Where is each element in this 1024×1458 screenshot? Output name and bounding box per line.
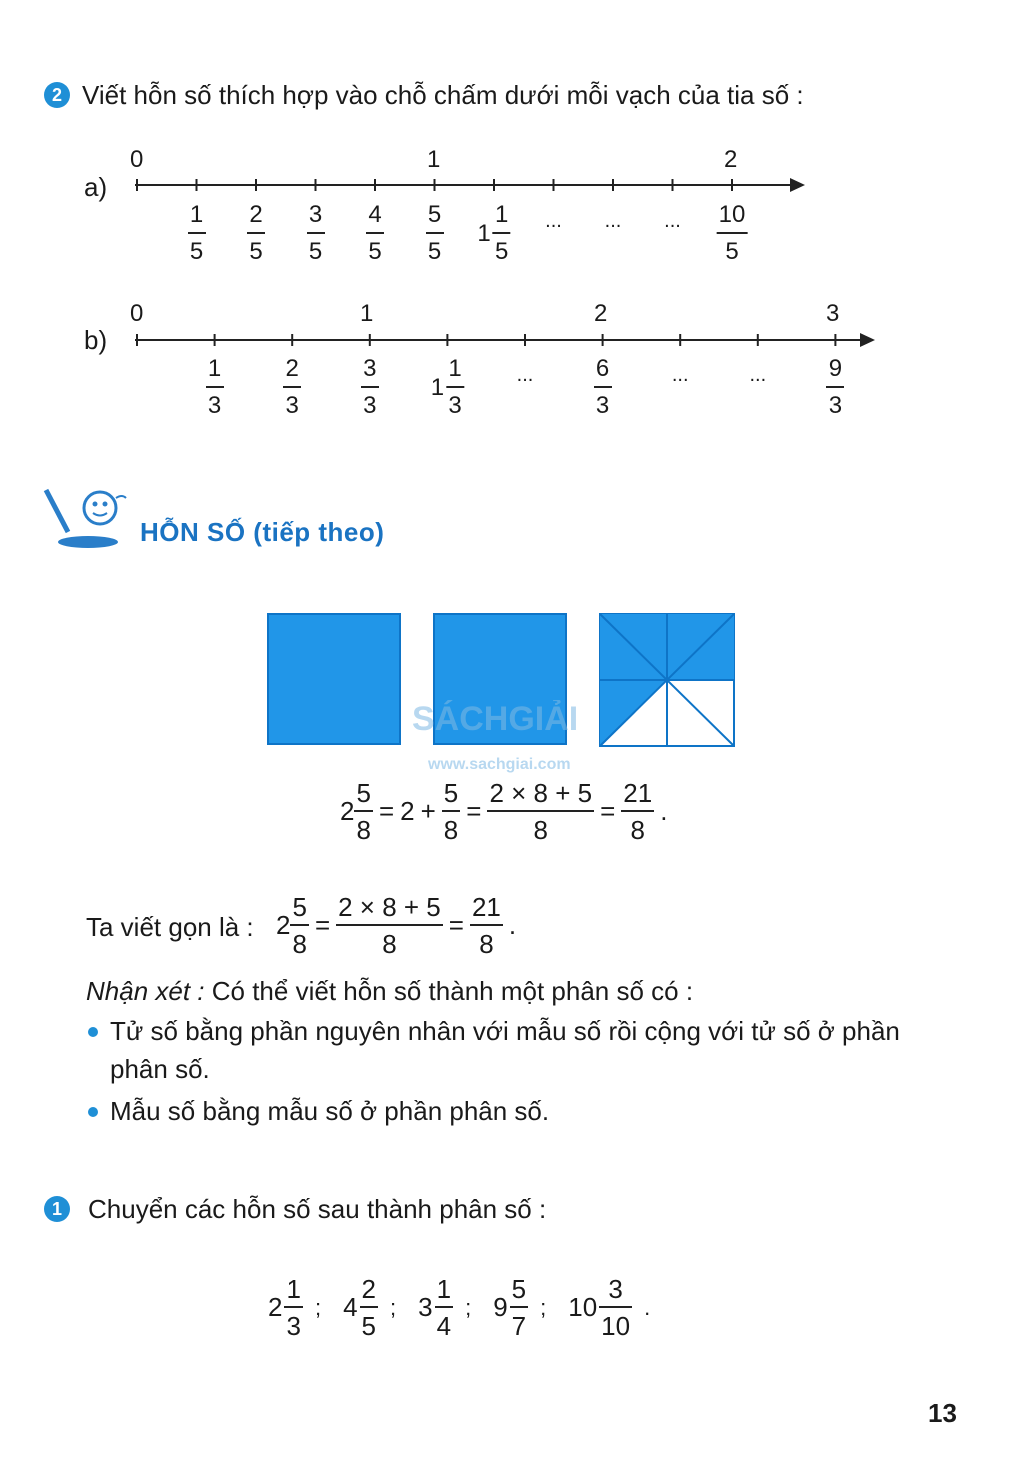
square-eighths [599, 613, 735, 747]
numberline-b-one: 1 [360, 300, 374, 327]
numberline-a-mixed-fraction: $\frac{1}{5}$ [493, 200, 511, 267]
lesson-title: HỖN SỐ (tiếp theo) [140, 517, 385, 547]
eq1-equals-2: = [466, 796, 482, 826]
exercise-1-fraction: $\frac{1}{3}$ [286, 1274, 301, 1341]
exercise-1-whole: 4 [343, 1292, 358, 1322]
numberline-a-blank: ... [664, 210, 681, 232]
equation-1 [340, 778, 667, 845]
exercise-1-fraction: $\frac{2}{5}$ [361, 1274, 376, 1341]
numberline-b-fraction: 9 3 [826, 354, 844, 421]
watermark-url: www.sachgiai.com [428, 756, 571, 773]
numberline-b-two: 2 [594, 300, 608, 327]
numberline-b-blank: ... [671, 364, 689, 386]
bullet-2 [88, 1107, 98, 1117]
eq2-whole: 2 [276, 910, 291, 940]
eq2-frac-3: $\frac{21}{8}$ [471, 892, 501, 959]
eq1-end: . [660, 796, 668, 826]
numberline-a-label: a) [84, 172, 108, 202]
exercise-1-whole: 10 [568, 1292, 598, 1322]
numberline-a-fraction: 4 5 [366, 200, 384, 267]
exercise-1-separator: ; [540, 1294, 547, 1320]
numberline-a-fraction: 2 5 [247, 200, 265, 267]
exercise-1-whole: 3 [418, 1292, 433, 1322]
numberline-b-three: 3 [826, 300, 840, 327]
exercise-1-separator: . [644, 1294, 651, 1320]
numberline-a-two: 2 [724, 146, 738, 173]
numberline-a-one: 1 [427, 146, 441, 173]
eq2-equals-2: = [448, 910, 464, 940]
numberline-b-mixed-number: 1 $\frac{1}{3}$ [431, 354, 464, 421]
exercise-1-separator: ; [465, 1294, 472, 1320]
numberline-b-blank: ... [516, 364, 534, 386]
numberline-b-zero: 0 [130, 300, 144, 327]
eq1-plus: + [420, 796, 436, 826]
bullet-1 [88, 1027, 98, 1037]
eq1-frac-2: $\frac{5}{8}$ [443, 778, 459, 845]
watermark-logo: SÁCHGIẢI [412, 700, 579, 738]
numberline-a-mixed-number: 1 $\frac{1}{5}$ [477, 200, 510, 267]
numberline-b-label: b) [84, 325, 108, 355]
eq1-equals-3: = [600, 796, 616, 826]
numberline-a [130, 170, 810, 200]
eq1-whole: 2 [340, 796, 355, 826]
numberline-b-mixed-fraction: $\frac{1}{3}$ [446, 354, 464, 421]
eq1-frac-1: $\frac{5}{8}$ [356, 778, 371, 845]
remark-text: Có thể viết hỗn số thành một phân số có : [211, 976, 694, 1006]
eq2-frac-1: $\frac{5}{8}$ [292, 892, 307, 959]
numberline-b-fraction: 2 3 [283, 354, 301, 421]
eq1-frac-4: $\frac{21}{8}$ [623, 778, 653, 845]
numberline-b [130, 325, 880, 355]
square-whole-1 [267, 613, 401, 745]
numberline-b-blank: ... [749, 364, 767, 386]
eq1-plus-left: 2 [400, 796, 415, 826]
numberline-a-zero: 0 [130, 146, 144, 173]
eq2-frac-2: $\frac{2 \times 8 + 5}{8}$ [338, 892, 441, 959]
numberline-b-fraction: 6 3 [594, 354, 612, 421]
short-form-label: Ta viết gọn là : [86, 912, 254, 942]
numberline-b-fraction: 1 3 [206, 354, 224, 421]
numberline-a-blank: ... [604, 210, 622, 232]
numberline-b-fraction: 3 3 [361, 354, 379, 421]
exercise-1-separator: ; [314, 1294, 322, 1320]
page-number: 13 [928, 1398, 957, 1428]
exercise-1-whole: 9 [493, 1292, 508, 1322]
exercise-1-separator: ; [390, 1294, 397, 1320]
remark-label: Nhận xét : [86, 976, 205, 1006]
mascot-pencil-icon [38, 484, 130, 550]
numberline-a-fraction: 5 5 [426, 200, 444, 267]
exercise-2-badge: 2 [44, 82, 70, 108]
numberline-a-blank: ... [545, 210, 562, 232]
eq1-frac-3: $\frac{2 \times 8 + 5}{8}$ [489, 778, 593, 845]
bullet-2-text: Mẫu số bằng mẫu số ở phần phân số. [110, 1096, 550, 1126]
exercise-1-fraction: $\frac{3}{10}$ [601, 1274, 631, 1341]
bullet-1-line-2: phân số. [110, 1054, 210, 1084]
exercise-1-whole: 2 [268, 1292, 283, 1322]
exercise-1-instruction: Chuyển các hỗn số sau thành phân số : [88, 1194, 547, 1224]
exercise-1-fraction: $\frac{5}{7}$ [511, 1274, 527, 1341]
numberline-a-fraction: 1 5 [188, 200, 206, 267]
exercise-1-items [268, 1274, 672, 1341]
equation-2 [276, 892, 516, 959]
numberline-a-fraction: 3 5 [307, 200, 325, 267]
eq2-equals-1: = [314, 910, 331, 940]
remark-line [86, 976, 693, 1006]
exercise-2-instruction: Viết hỗn số thích hợp vào chỗ chấm dưới mỗi vạch của tia số : [82, 80, 804, 110]
exercise-1-fraction: $\frac{1}{4}$ [436, 1274, 452, 1341]
eq2-end: . [508, 910, 517, 940]
numberline-a-fraction: 10 5 [718, 201, 746, 265]
eq1-equals-1: = [378, 796, 395, 826]
exercise-1-badge: 1 [44, 1196, 70, 1222]
bullet-1-line-1: Tử số bằng phần nguyên nhân với mẫu số rồi cộng với tử số ở phần [110, 1016, 900, 1046]
